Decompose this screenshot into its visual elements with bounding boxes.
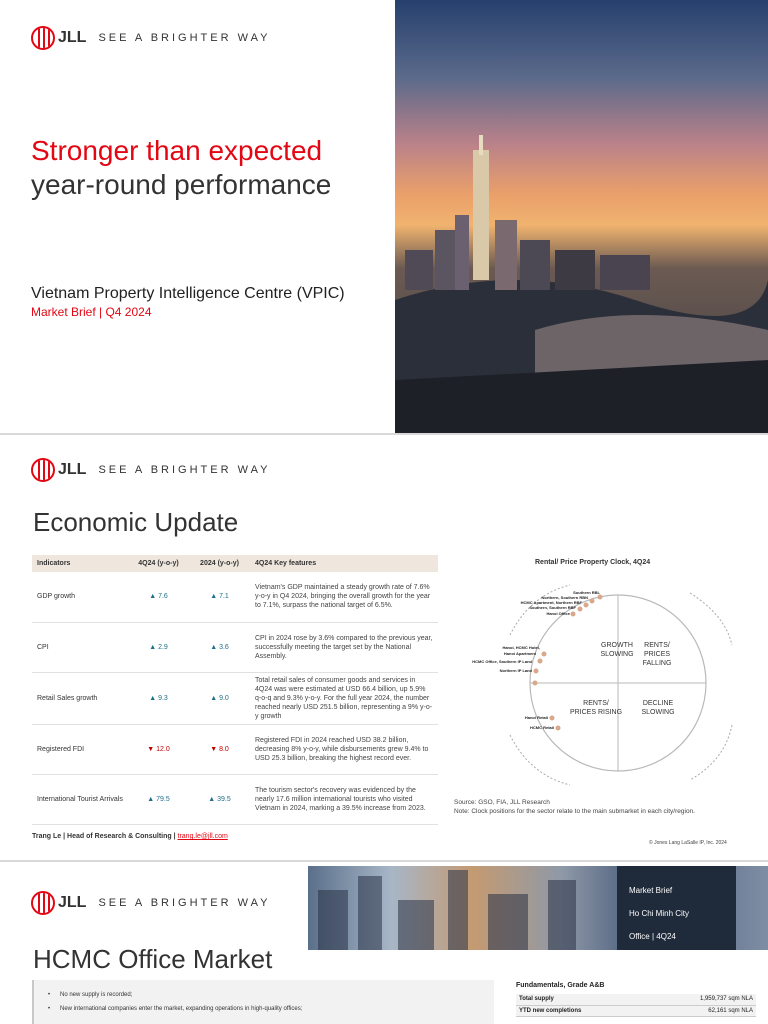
economic-slide xyxy=(0,435,768,860)
cover-title-red: Stronger than expected xyxy=(31,135,323,166)
indicator-q xyxy=(128,774,189,824)
down-arrow-icon: ▼ xyxy=(210,745,218,753)
brand-tagline: SEE A BRIGHTER WAY xyxy=(98,897,271,909)
indicator-q xyxy=(128,724,189,774)
office-bullets xyxy=(32,980,494,1024)
jll-mark-icon xyxy=(31,26,55,50)
quadrant-text: RENTS/ xyxy=(644,642,670,649)
brand-name: JLL xyxy=(58,29,87,46)
up-arrow-icon: ▲ xyxy=(149,593,157,601)
city-skyline-photo xyxy=(395,0,768,433)
quadrant-text: PRICES RISING xyxy=(569,709,623,716)
jll-logo xyxy=(31,26,270,50)
indicator-y-value: 3.6 xyxy=(219,643,229,651)
quadrant-text: SLOWING xyxy=(641,709,675,716)
cover-brief: Market Brief | Q4 2024 xyxy=(31,305,152,319)
indicators-table xyxy=(32,555,438,825)
indicator-feature: CPI in 2024 rose by 3.6% compared to the previous year, successfully meeting the target set by the National Assembly. xyxy=(250,622,438,672)
clock-label: HCMC Apartment, Northern RBF xyxy=(520,600,582,605)
table-row xyxy=(32,774,438,824)
cover-title-dark: year-round performance xyxy=(31,169,332,200)
source-text: Source: GSO, FIA, JLL Research xyxy=(454,799,550,806)
economic-title: Economic Update xyxy=(33,507,239,537)
author-text: Trang Le | Head of Research & Consulting | xyxy=(32,833,176,840)
indicator-q xyxy=(128,672,189,724)
property-clock-diagram xyxy=(440,575,750,795)
skyline-illustration xyxy=(395,0,768,433)
table-row xyxy=(516,994,756,1005)
indicator-feature: Total retail sales of consumer goods and services in 4Q24 was were estimated at USD 66.4 billion, up 5.9% q-o-q and 9.3% y-o-y. For the full year 2024, the number reached nearly USD 251.5 billion, representing a 9% y-o-y growth xyxy=(250,672,438,724)
indicator-feature: Registered FDI in 2024 reached USD 38.2 billion, decreasing 8% y-o-y, while disbursements grew 9.4% to USD 25.3 billion, breaking the highest record ever. xyxy=(250,724,438,774)
quadrant-text: GROWTH xyxy=(601,642,633,649)
indicator-name: International Tourist Arrivals xyxy=(32,774,128,824)
indicator-y-value: 7.1 xyxy=(219,593,229,601)
col-header: 4Q24 (y-o-y) xyxy=(128,555,189,572)
brand-tagline: SEE A BRIGHTER WAY xyxy=(98,464,271,476)
office-title: HCMC Office Market xyxy=(33,944,273,974)
clock-label: Southern, Southern RBF xyxy=(529,605,576,610)
down-arrow-icon: ▼ xyxy=(147,745,155,753)
table-row xyxy=(32,724,438,774)
indicator-q xyxy=(128,572,189,622)
up-arrow-icon: ▲ xyxy=(149,694,157,702)
clock-label: Hanoi, HCMC Hotel, xyxy=(502,645,540,650)
up-arrow-icon: ▲ xyxy=(210,593,218,601)
note-text: Note: Clock positions for the sector relate to the main submarket in each city/region. xyxy=(454,808,695,815)
jll-logo xyxy=(31,458,270,482)
quadrant-text: DECLINE xyxy=(642,700,674,707)
property-clock xyxy=(440,575,750,800)
cover-org: Vietnam Property Intelligence Centre (VPIC) xyxy=(31,285,345,302)
indicator-y xyxy=(189,622,250,672)
indicator-y-value: 9.0 xyxy=(219,694,229,702)
cover-slide xyxy=(0,0,768,433)
indicator-q-value: 12.0 xyxy=(156,745,170,753)
clock-label: Hanoi Apartment xyxy=(503,651,536,656)
brand-name: JLL xyxy=(58,894,87,911)
clock-label: HCMC Retail xyxy=(529,725,554,730)
indicator-q-value: 79.5 xyxy=(156,795,170,803)
col-header: 4Q24 Key features xyxy=(250,555,438,572)
table-row xyxy=(32,622,438,672)
author-line xyxy=(32,833,228,840)
banner-info-box xyxy=(617,866,736,950)
banner-line: Ho Chi Minh City xyxy=(629,909,690,918)
fundamentals-table xyxy=(516,994,756,1017)
clock-label: HCMC Office, Southern IP Land xyxy=(472,659,532,664)
clock-label: Hanoi Retail xyxy=(524,715,548,720)
quadrant-decline xyxy=(626,699,690,717)
col-header: 2024 (y-o-y) xyxy=(189,555,250,572)
fund-key: Total supply xyxy=(516,994,645,1005)
indicator-q-value: 9.3 xyxy=(158,694,168,702)
jll-logo xyxy=(31,891,270,915)
indicator-y xyxy=(189,774,250,824)
up-arrow-icon: ▲ xyxy=(149,643,157,651)
quadrant-text: SLOWING xyxy=(600,651,634,658)
indicator-y xyxy=(189,672,250,724)
indicator-y xyxy=(189,572,250,622)
indicator-name: Registered FDI xyxy=(32,724,128,774)
indicator-name: CPI xyxy=(32,622,128,672)
clock-title: Rental/ Price Property Clock, 4Q24 xyxy=(535,559,651,566)
clock-label: Southern RBL xyxy=(573,590,600,595)
indicator-q-value: 2.9 xyxy=(158,643,168,651)
indicator-y xyxy=(189,724,250,774)
up-arrow-icon: ▲ xyxy=(147,795,155,803)
clock-label: Northern IP Land xyxy=(499,668,532,673)
indicator-feature: The tourism sector's recovery was evidenced by the nearly 17.6 million international tourists who visited Vietnam in 2024, marking a 39.5% increase from 2023. xyxy=(250,774,438,824)
up-arrow-icon: ▲ xyxy=(208,795,216,803)
fundamentals-title: Fundamentals, Grade A&B xyxy=(516,982,605,989)
quadrant-falling xyxy=(625,641,689,668)
table-row xyxy=(32,572,438,622)
table-row xyxy=(32,672,438,724)
indicator-y-value: 39.5 xyxy=(217,795,231,803)
cover-title xyxy=(31,134,331,202)
bullet-item: • New international companies enter the market, expanding operations in high-quality offices; xyxy=(48,1006,494,1012)
indicator-name: GDP growth xyxy=(32,572,128,622)
indicator-q-value: 7.6 xyxy=(158,593,168,601)
indicator-y-value: 8.0 xyxy=(219,745,229,753)
col-header: Indicators xyxy=(32,555,128,572)
indicator-name: Retail Sales growth xyxy=(32,672,128,724)
fund-value: 62,161 sqm NLA xyxy=(645,1005,756,1016)
office-slide xyxy=(0,862,768,1024)
clock-label: Hanoi Office xyxy=(546,611,570,616)
quadrant-text: RENTS/ xyxy=(583,700,609,707)
bullet-item: • No new supply is recorded; xyxy=(48,992,494,998)
indicator-feature: Vietnam's GDP maintained a steady growth rate of 7.6% y-o-y in Q4 2024, bringing the overall growth for the year to 7.1%, surpass the national target of 6.5%. xyxy=(250,572,438,622)
banner-line: Market Brief xyxy=(629,886,673,895)
jll-mark-icon xyxy=(31,458,55,482)
fund-key: YTD new completions xyxy=(516,1005,645,1016)
copyright-text: © Jones Lang LaSalle IP, Inc. 2024 xyxy=(649,840,727,846)
clock-label: Northern, Southern RBN xyxy=(541,595,588,600)
table-header-row xyxy=(32,555,438,572)
quadrant-text: PRICES xyxy=(643,651,671,658)
jll-mark-icon xyxy=(31,891,55,915)
indicator-q xyxy=(128,622,189,672)
table-row xyxy=(516,1005,756,1016)
source-note xyxy=(454,798,695,816)
banner-line: Office | 4Q24 xyxy=(629,932,676,941)
author-email-link[interactable]: trang.le@jll.com xyxy=(177,833,228,840)
up-arrow-icon: ▲ xyxy=(210,694,218,702)
quadrant-text: FALLING xyxy=(642,660,672,667)
brand-tagline: SEE A BRIGHTER WAY xyxy=(98,32,271,44)
up-arrow-icon: ▲ xyxy=(210,643,218,651)
fund-value: 1,959,737 sqm NLA xyxy=(645,994,756,1005)
brand-name: JLL xyxy=(58,461,87,478)
quadrant-rising xyxy=(564,699,628,717)
